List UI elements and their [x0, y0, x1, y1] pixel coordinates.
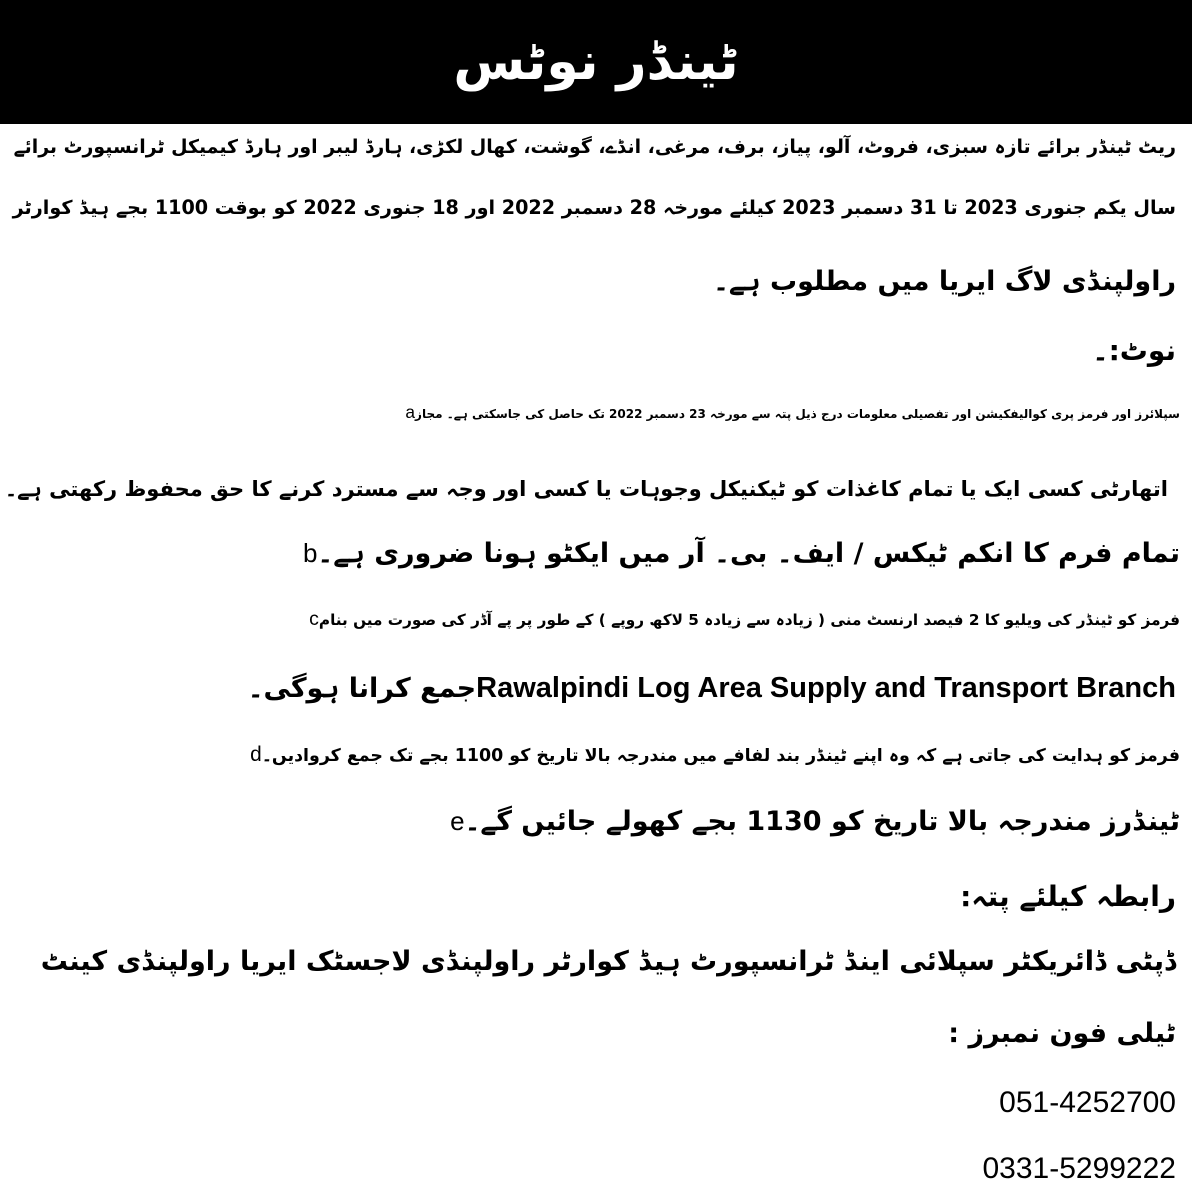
note-heading: نوٹ:۔: [1092, 334, 1176, 367]
item-c-line-2: [248, 672, 1176, 705]
item-a-line-2: اتھارٹی کسی ایک یا تمام کاغذات کو ٹیکنیکل وجوہات یا کسی اور وجہ سے مسترد کرنے کا حق محفوظ رکھتی ہے۔: [4, 476, 1168, 501]
item-a-text-1: سپلائرز اور فرمز پری کوالیفکیشن اور تفصیلی معلومات درج ذیل پتہ سے مورخہ 23 دسمبر 2022 تک حاصل کی جاسکتی ہے۔ مجاز: [415, 407, 1180, 421]
intro-line-2: سال یکم جنوری 2023 تا 31 دسمبر 2023 کیلئے مورخہ 28 دسمبر 2022 اور 18 جنوری 2022 کو بوقت 1100 بجے ہیڈ کوارٹر: [12, 196, 1176, 219]
item-b-marker: b: [302, 538, 318, 568]
item-c-line-1: [299, 606, 1180, 631]
item-a-marker: a: [405, 402, 416, 422]
contact-heading: رابطہ کیلئے پتہ:: [960, 880, 1176, 913]
item-c-text-1: فرمز کو ٹینڈر کی ویلیو کا 2 فیصد ارنسٹ منی ( زیادہ سے زیادہ 5 لاکھ روپے ) کے طور پر پے آڈر کی صورت میں بنام: [318, 611, 1180, 629]
item-e-line-1: [440, 806, 1180, 837]
notice-title: ٹینڈر نوٹس: [453, 32, 739, 92]
phone-number-1: 051-4252700: [999, 1086, 1176, 1119]
item-b-text-1: تمام فرم کا انکم ٹیکس / ایف۔ بی۔ آر میں ایکٹو ہونا ضروری ہے۔: [317, 538, 1180, 569]
item-c-marker: c: [309, 608, 319, 630]
phone-heading: ٹیلی فون نمبرز :: [948, 1018, 1176, 1049]
notice-header: [0, 0, 1192, 124]
contact-address: ڈپٹی ڈائریکٹر سپلائی اینڈ ٹرانسپورٹ ہیڈ کوارٹر راولپنڈی لاجسٹک ایریا راولپنڈی کینٹ: [40, 946, 1176, 977]
intro-line-3: راولپنڈی لاگ ایریا میں مطلوب ہے۔: [713, 266, 1176, 297]
item-c-branch-name: Rawalpindi Log Area Supply and Transport Branch: [476, 672, 1176, 704]
phone-number-2: 0331-5299222: [982, 1152, 1176, 1185]
item-e-text-1: ٹینڈرز مندرجہ بالا تاریخ کو 1130 بجے کھولے جائیں گے۔: [464, 806, 1180, 837]
item-c-text-2: جمع کرانا ہوگی۔: [247, 673, 477, 704]
intro-line-1: ریٹ ٹینڈر برائے تازہ سبزی، فروٹ، آلو، پیاز، برف، مرغی، انڈے، گوشت، کھال لکڑی، ہارڈ لیبر اور ہارڈ کیمیکل ٹرانسپورٹ برائے: [13, 136, 1176, 158]
item-e-marker: e: [450, 806, 465, 836]
item-b-line-1: [293, 538, 1180, 569]
item-d-marker: d: [250, 743, 262, 766]
item-d-line-1: [240, 742, 1180, 767]
item-d-text-1: فرمز کو ہدایت کی جاتی ہے کہ وہ اپنے ٹینڈر بند لفافے میں مندرجہ بالا تاریخ کو 1100 بجے تک جمع کروادیں۔: [261, 746, 1180, 766]
item-a-line-1: [395, 402, 1180, 423]
